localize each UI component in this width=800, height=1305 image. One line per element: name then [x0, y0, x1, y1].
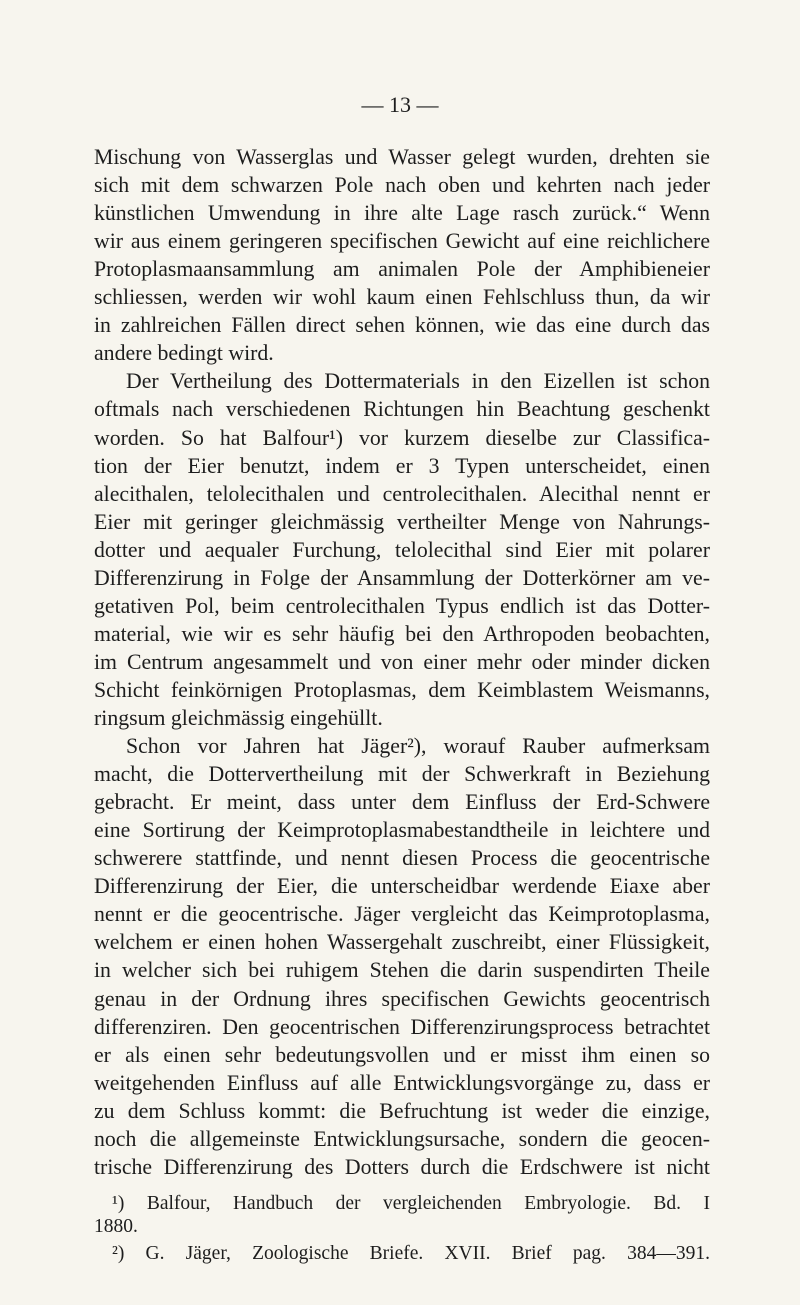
body-line: andere bedingt wird.	[94, 341, 274, 366]
body-line: nennt er die geocentrische. Jäger vergleicht das Keimprotoplasma,	[94, 902, 710, 927]
body-line: Eier mit geringer gleichmässig vertheilter Menge von Nahrungs-	[94, 509, 710, 534]
body-line: Protoplasmaansammlung am animalen Pole der Amphibieneier	[94, 257, 710, 282]
body-line: eine Sortirung der Keimprotoplasmabestandtheile in leichtere und	[94, 818, 710, 843]
body-line: in welcher sich bei ruhigem Stehen die darin suspendirten Theile	[94, 958, 710, 983]
body-line: schliessen, werden wir wohl kaum einen Fehlschluss thun, da wir	[94, 285, 710, 310]
body-line: Schicht feinkörnigen Protoplasmas, dem Keimblastem Weismanns,	[94, 677, 710, 702]
body-line: alecithalen, telolecithalen und centrolecithalen. Alecithal nennt er	[94, 481, 710, 506]
body-line: Differenzirung der Eier, die unterscheidbar werdende Eiaxe aber	[94, 874, 710, 899]
footnote-line: ¹) Balfour, Handbuch der vergleichenden Embryologie. Bd. I	[112, 1193, 710, 1214]
body-line: gebracht. Er meint, dass unter dem Einfluss der Erd-Schwere	[94, 790, 710, 815]
footnote-line: ²) G. Jäger, Zoologische Briefe. XVII. Brief pag. 384—391.	[112, 1243, 710, 1264]
body-line: weitgehenden Einfluss auf alle Entwicklungsvorgänge zu, dass er	[94, 1070, 710, 1095]
body-line: getativen Pol, beim centrolecithalen Typus endlich ist das Dotter-	[94, 593, 710, 618]
body-line: Der Vertheilung des Dottermaterials in den Eizellen ist schon	[126, 369, 710, 394]
body-line: dotter und aequaler Furchung, telolecithal sind Eier mit polarer	[94, 537, 710, 562]
body-line: ringsum gleichmässig eingehüllt.	[94, 706, 383, 730]
body-line: oftmals nach verschiedenen Richtungen hin Beachtung geschenkt	[94, 397, 710, 422]
body-line: noch die allgemeinste Entwicklungsursache, sondern die geocen-	[94, 1126, 710, 1151]
body-line: material, wie wir es sehr häufig bei den Arthropoden beobachten,	[94, 621, 710, 646]
body-line: tion der Eier benutzt, indem er 3 Typen unterscheidet, einen	[94, 453, 710, 478]
body-line: genau in der Ordnung ihres specifischen Gewichts geocentrisch	[94, 986, 710, 1011]
body-line: wir aus einem geringeren specifischen Gewicht auf eine reichlichere	[94, 229, 710, 254]
body-line: differenziren. Den geocentrischen Differenzirungsprocess betrachtet	[94, 1014, 710, 1039]
body-line: Schon vor Jahren hat Jäger²), worauf Rauber aufmerksam	[126, 734, 710, 759]
body-line: macht, die Dottervertheilung mit der Schwerkraft in Beziehung	[94, 762, 710, 787]
body-line: Differenzirung in Folge der Ansammlung der Dotterkörner am ve-	[94, 565, 710, 590]
body-line: sich mit dem schwarzen Pole nach oben und kehrten nach jeder	[94, 173, 710, 198]
footnote-line: 1880.	[94, 1216, 138, 1237]
body-line: schwerere stattfinde, und nennt diesen Process die geocentrische	[94, 846, 710, 871]
body-line: trische Differenzirung des Dotters durch die Erdschwere ist nicht	[94, 1154, 710, 1179]
body-line: welchem er einen hohen Wassergehalt zuschreibt, einer Flüssigkeit,	[94, 930, 710, 955]
page-number: — 13 —	[361, 92, 439, 117]
body-line: in zahlreichen Fällen direct sehen können, wie das eine durch das	[94, 313, 710, 338]
body-line: künstlichen Umwendung in ihre alte Lage rasch zurück.“ Wenn	[94, 201, 710, 226]
body-line: im Centrum angesammelt und von einer mehr oder minder dicken	[94, 649, 710, 674]
body-line: Mischung von Wasserglas und Wasser gelegt wurden, drehten sie	[94, 145, 710, 169]
body-line: er als einen sehr bedeutungsvollen und er misst ihm einen so	[94, 1042, 710, 1067]
body-line: zu dem Schluss kommt: die Befruchtung ist weder die einzige,	[94, 1098, 710, 1123]
body-line: worden. So hat Balfour¹) vor kurzem dieselbe zur Classifica-	[94, 425, 710, 450]
